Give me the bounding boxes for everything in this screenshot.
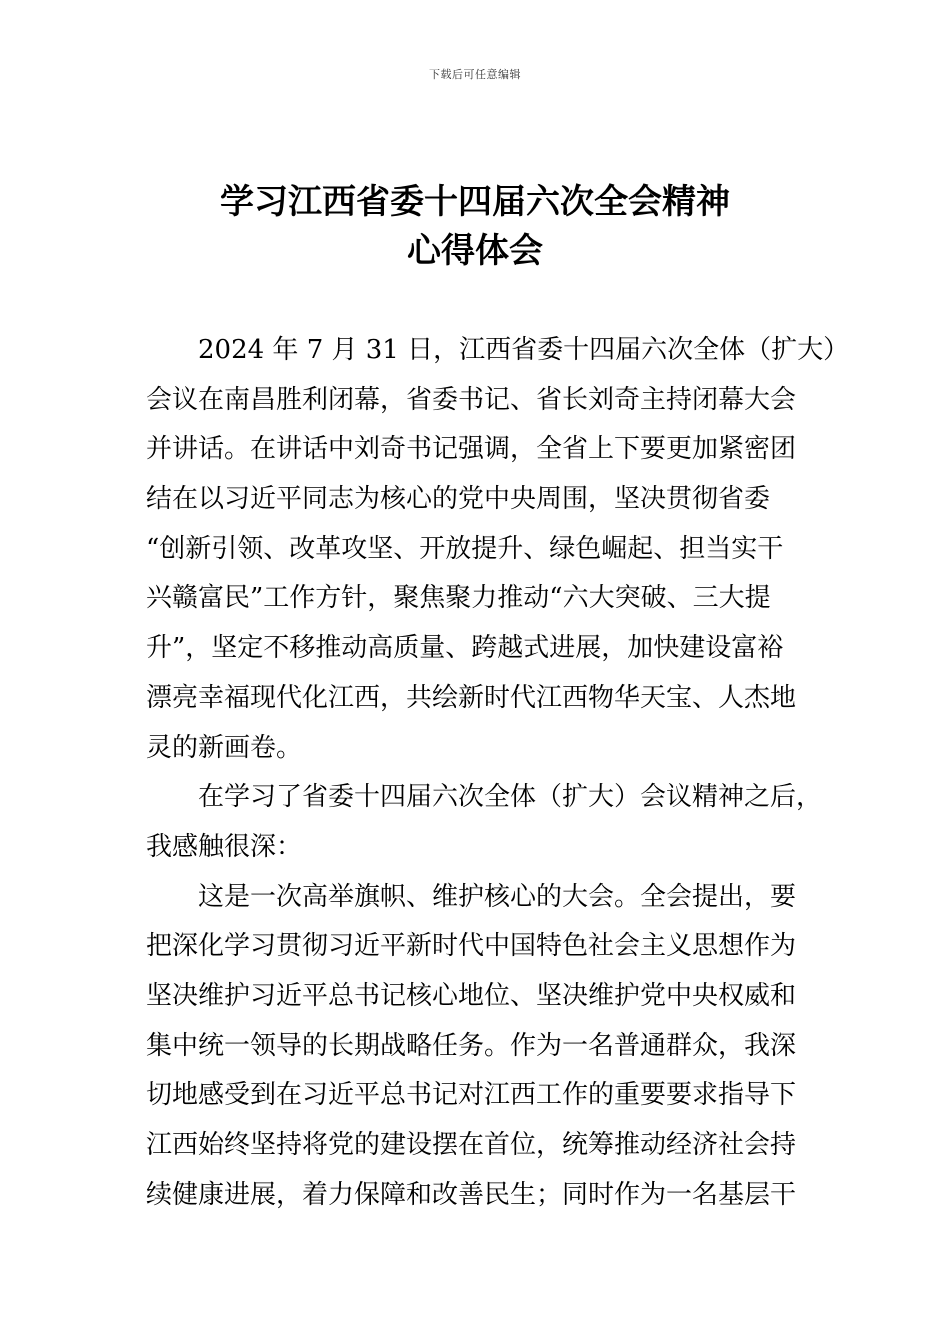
body-text-line: 结在以习近平同志为核心的党中央周围，坚决贯彻省委 (146, 484, 771, 515)
body-text-line: 续健康进展，着力保障和改善民生；同时作为一名基层干 (146, 1179, 797, 1210)
body-text-line: 兴赣富民”工作方针，聚焦聚力推动“六大突破、三大提 (146, 583, 771, 614)
body-text-line: 坚决维护习近平总书记核心地位、坚决维护党中央权威和 (146, 980, 797, 1011)
title-line-2: 心得体会 (407, 231, 543, 271)
document-title (0, 178, 950, 276)
body-text-line: 灵的新画卷。 (146, 732, 303, 763)
body-text-line: 切地感受到在习近平总书记对江西工作的重要要求指导下 (146, 1080, 797, 1111)
body-text-line: 升”，坚定不移推动高质量、跨越式进展，加快建设富裕 (146, 633, 784, 664)
body-text-line: 这是一次高举旗帜、维护核心的大会。全会提出，要 (198, 881, 797, 912)
body-text-line: 漂亮幸福现代化江西，共绘新时代江西物华天宝、人杰地 (146, 682, 797, 713)
body-text-line: “创新引领、改革攻坚、开放提升、绿色崛起、担当实干 (146, 533, 784, 564)
title-line-1: 学习江西省委十四届六次全会精神 (220, 182, 730, 222)
body-text-line: 江西始终坚持将党的建设摆在首位，统筹推动经济社会持 (146, 1130, 797, 1160)
body-text-line: 把深化学习贯彻习近平新时代中国特色社会主义思想作为 (146, 931, 797, 962)
body-text-line: 并讲话。在讲话中刘奇书记强调，全省上下要更加紧密团 (146, 434, 797, 465)
body-text-line: 2024 年 7 月 31 日，江西省委十四届六次全体（扩大） (198, 335, 850, 365)
body-text-line: 在学习了省委十四届六次全体（扩大）会议精神之后， (198, 782, 823, 813)
body-text-line: 会议在南昌胜利闭幕，省委书记、省长刘奇主持闭幕大会 (146, 384, 797, 415)
page-header-note: 下载后可任意编辑 (429, 68, 521, 81)
body-text-line: 我感触很深： (146, 831, 303, 862)
body-text-line: 集中统一领导的长期战略任务。作为一名普通群众，我深 (146, 1030, 797, 1061)
document-body (146, 326, 850, 1220)
